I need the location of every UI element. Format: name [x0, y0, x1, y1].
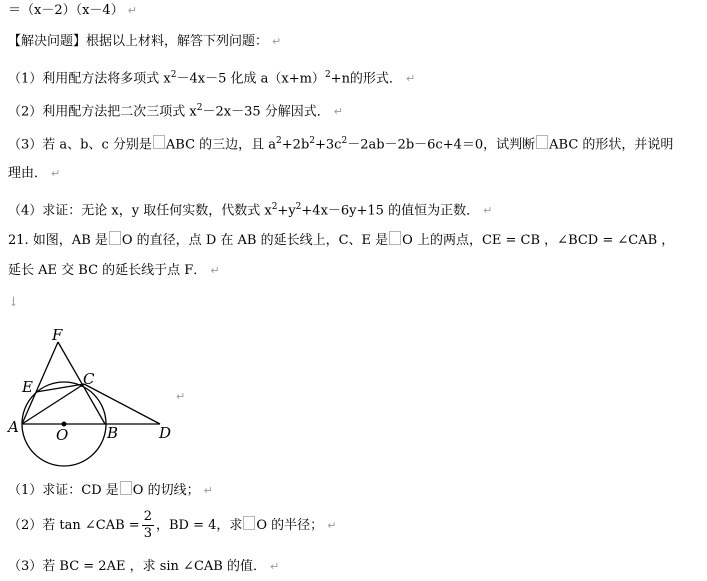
line-cd	[84, 384, 160, 424]
label-c: C	[83, 370, 95, 388]
label-a: A	[8, 418, 19, 436]
circle-placeholder-icon	[120, 481, 132, 495]
problem-21-cont: 延长 AE 交 BC 的延长线于点 F． ↵	[8, 263, 220, 278]
label-d: D	[159, 424, 172, 442]
label-f: F	[52, 326, 63, 344]
line-fb	[58, 342, 105, 424]
fraction: $\frac{2}{3}$	[143, 509, 152, 541]
triangle-placeholder-icon	[536, 135, 548, 149]
geometry-figure	[0, 320, 200, 480]
triangle-placeholder-icon	[153, 135, 165, 149]
problem-21: 21. 如图，AB 是 O 的直径，点 D 在 AB 的延长线上，C、E 是 O 上的两点，CE = CB ，∠BCD = ∠CAB ，	[8, 233, 675, 248]
circle-placeholder-icon	[389, 231, 401, 245]
circle-placeholder-icon	[243, 516, 255, 530]
label-e: E	[22, 378, 33, 396]
circle-placeholder-icon	[109, 231, 121, 245]
sub-question-3: （3）若 BC = 2AE ，求 sin ∠CAB 的值． ↵	[8, 559, 280, 574]
question-1: （1）利用配方法将多项式 $x^2-4x-5$ 化成 $a(x+m)^2+n$的形式． ↵	[8, 70, 416, 87]
sub-question-2: （2）若 tan ∠CAB = $\frac{2}{3}$ ，BD = 4，求 O 的半径； ↵	[8, 509, 337, 541]
label-b: B	[107, 424, 119, 442]
line-1: ＝（x－2）（x－4） ↵	[8, 3, 137, 18]
sub-question-1: （1）求证：CD 是 O 的切线； ↵	[8, 483, 213, 498]
question-3-cont: 理由． ↵	[8, 166, 61, 181]
question-2: （2）利用配方法把二次三项式 $x^2-2x-35$ 分解因式． ↵	[8, 103, 343, 120]
figure-return-mark: ↵	[176, 390, 186, 403]
paragraph-mark: ↓	[8, 295, 19, 310]
question-3: （3）若 a、b、c 分别是 ABC 的三边，且 $a^2+2b^2+3c^2-2ab-2b-6c+4=0$，试判断 ABC 的形状，并说明	[8, 136, 674, 153]
line-2: 【解决问题】根据以上材料，解答下列问题： ↵	[8, 34, 282, 49]
question-4: （4）求证：无论 x，y 取任何实数，代数式 $x^2+y^2+4x-6y+15$ 的值恒为正数． ↵	[8, 202, 493, 219]
label-o: O	[56, 426, 69, 444]
